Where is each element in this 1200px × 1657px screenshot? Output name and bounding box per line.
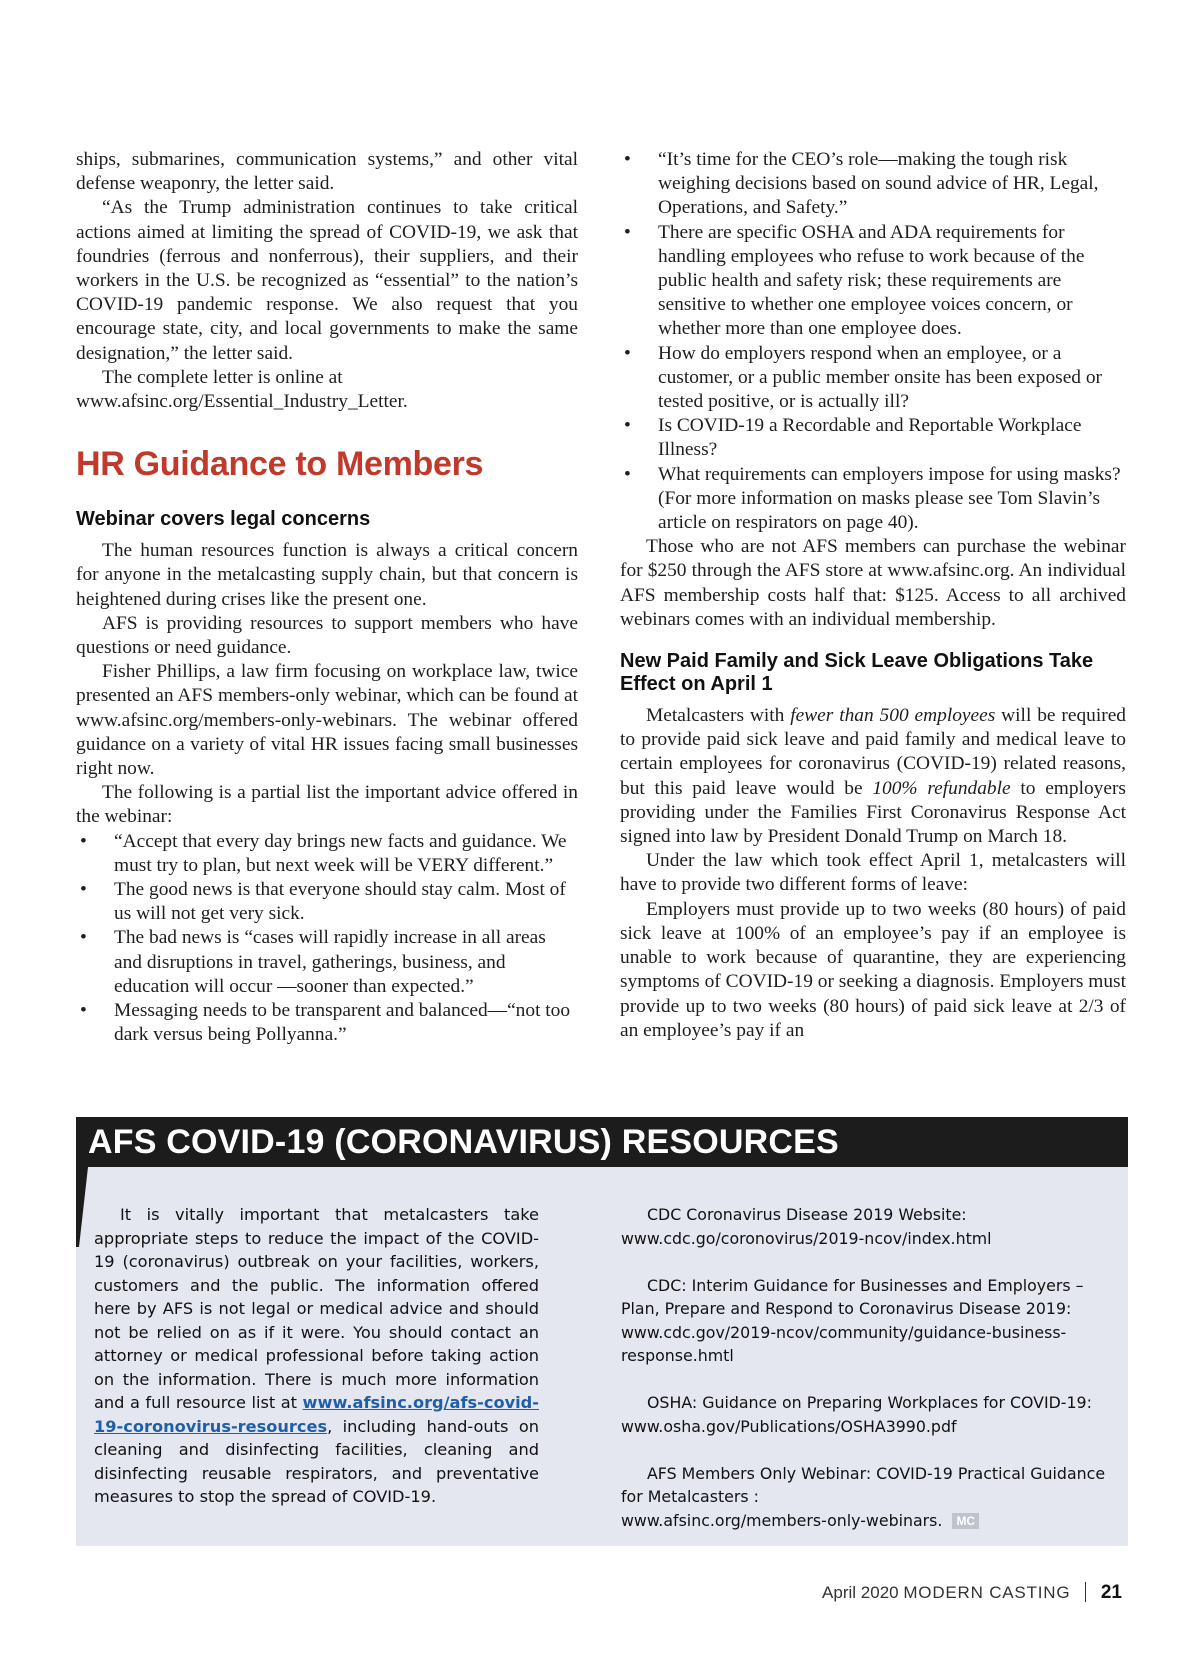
resources-body [76,1167,1128,1546]
subhead: Webinar covers legal concerns [76,508,371,531]
resources-list [621,1203,1111,1556]
issue-date: April 2020 [822,1583,899,1602]
paragraph: “As the Trump administration continues to take critical actions aimed at limiting the spread of COVID-19, we ask that foundries (ferrous and nonferrous), their suppliers, and their workers in the U.S. be recognized as “essential” to the nation’s COVID-19 pandemic response. We also request that you encourage state, city, and local governments to make the same designation,” the letter said. [76,197,578,364]
mc-end-badge: MC [952,1513,979,1529]
resource-url[interactable]: www.cdc.go/coronovirus/2019-ncov/index.html [621,1228,992,1248]
advice-list-continued [620,148,1126,535]
resources-link[interactable]: www.afsinc.org/afs-covid-19-coronovirus-resources [94,1393,539,1436]
list-item: • What requirements can employers impose for using masks? (For more information on masks please see Tom Slavin’s article on respirators on page 40). [620,463,1126,536]
paragraph: The following is a partial list the important advice offered in the webinar: [76,782,578,828]
magazine-name: MODERN CASTING [903,1583,1071,1602]
list-item: • Is COVID-19 a Recordable and Reportable Workplace Illness? [620,414,1126,462]
list-item: • The good news is that everyone should stay calm. Most of us will not get very sick. [76,878,578,926]
resource-item: OSHA: Guidance on Preparing Workplaces for COVID-19: www.osha.gov/Publications/OSHA3990.pdf [621,1393,1092,1436]
left-column [76,148,578,1048]
paragraph: The human resources function is always a critical concern for anyone in the metalcasting supply chain, but that concern is heightened during crises like the present one. [76,540,578,610]
list-item: • Messaging needs to be transparent and balanced—“not too dark versus being Pollyanna.” [76,999,578,1047]
paragraph: Those who are not AFS members can purchase the webinar for $250 through the AFS store at www.afsinc.org. An individual AFS membership costs half that: $125. Access to all archived webinars comes with an individual membership. [620,536,1126,630]
resources-box [76,1117,1128,1546]
list-item: • There are specific OSHA and ADA requirements for handling employees who refuse to work because of the public health and safety risk; these requirements are sensitive to whether one employee voices concern, or whether more than one employee does. [620,221,1126,342]
right-column [620,148,1126,1043]
list-item: • “It’s time for the CEO’s role—making the tough risk weighing decisions based on sound advice of HR, Legal, Operations, and Safety.” [620,148,1126,221]
resources-header: AFS COVID-19 (CORONAVIRUS) RESOURCES [76,1117,1128,1167]
list-item: • How do employers respond when an employee, or a customer, or a public member onsite has been exposed or tested positive, or is actually ill? [620,342,1126,415]
page-number: 21 [1100,1582,1122,1603]
advice-list [76,830,578,1048]
resource-url[interactable]: www.osha.gov/Publications/OSHA3990.pdf [621,1416,957,1436]
paragraph: Employers must provide up to two weeks (80 hours) of paid sick leave at 100% of an employee’s pay if an employee is unable to work because of quarantine, they are experiencing symptoms of COVID-19 or seeking a diagnosis. Employers must provide up to two weeks (80 hours) of paid sick leave at 2/3 of an employee’s pay if an [620,898,1126,1041]
resources-intro: It is vitally important that metalcasters take appropriate steps to reduce the impact of the COVID-19 (coronavirus) outbreak on your facilities, workers, customers and the public. The information offered here by AFS is not legal or medical advice and should not be relied on as if it were. You should contact an attorney or medical professional before taking action on the information. There is much more information and a full resource list at www.afsinc.org/afs-covid-19-coronovirus-resources, including hand-outs on cleaning and disinfecting facilities, cleaning and disinfecting reusable respirators, and preventative measures to stop the spread of COVID-19. [94,1205,539,1506]
paragraph: The complete letter is online at www.afsinc.org/Essential_Industry_Letter. [76,366,408,413]
resource-url[interactable]: www.afsinc.org/members-only-webinars. [621,1510,943,1530]
resource-url[interactable]: www.cdc.gov/2019-ncov/community/guidance-business-response.hmtl [621,1322,1067,1365]
section-title: HR Guidance to Members [76,445,484,484]
resource-item: AFS Members Only Webinar: COVID-19 Practical Guidance for Metalcasters : www.afsinc.org/members-only-webinars. MC [621,1463,1106,1530]
subhead: New Paid Family and Sick Leave Obligations Take Effect on April 1 [620,650,1094,696]
paragraph: AFS is providing resources to support members who have questions or need guidance. [76,612,578,659]
footer-divider [1085,1582,1086,1602]
page-footer [822,1582,1122,1604]
paragraph: ships, submarines, communication systems,” and other vital defense weaponry, the letter said. [76,149,578,195]
resource-item: CDC Coronavirus Disease 2019 Website: www.cdc.go/coronovirus/2019-ncov/index.html [621,1205,992,1248]
header-notch-icon [76,1167,88,1247]
paragraph: Under the law which took effect April 1, metalcasters will have to provide two different forms of leave: [620,850,1126,896]
paragraph: Metalcasters with fewer than 500 employees will be required to provide paid sick leave and paid family and medical leave to certain employees for coronavirus (COVID-19) related reasons, but this paid leave would be 100% refundable to employers providing under the Families First Coronavirus Response Act signed into law by President Donald Trump on March 18. [620,705,1126,848]
paragraph: Fisher Phillips, a law firm focusing on workplace law, twice presented an AFS members-only webinar, which can be found at www.afsinc.org/members-only-webinars. The webinar offered guidance on a variety of vital HR issues facing small businesses right now. [76,661,578,780]
list-item: • “Accept that every day brings new facts and guidance. We must try to plan, but next week will be VERY different.” [76,830,578,878]
list-item: • The bad news is “cases will rapidly increase in all areas and disruptions in travel, gatherings, business, and education will occur —sooner than expected.” [76,926,578,999]
resource-item: CDC: Interim Guidance for Businesses and Employers – Plan, Prepare and Respond to Coronavirus Disease 2019: www.cdc.gov/2019-ncov/community/guidance-business-response.hmtl [621,1275,1084,1365]
